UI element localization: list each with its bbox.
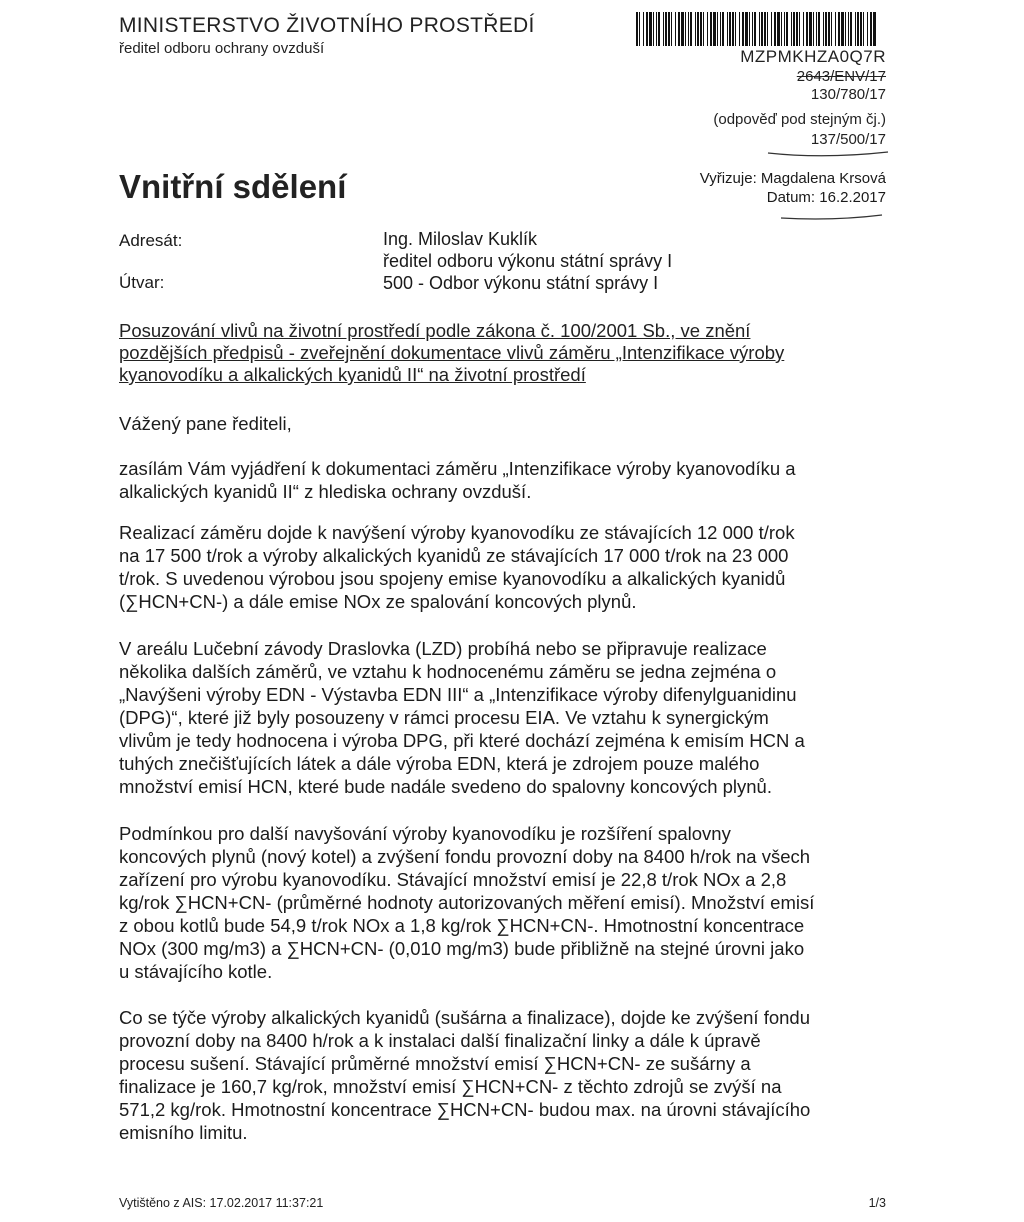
recipient-unit: 500 - Odbor výkonu státní správy I (383, 273, 659, 293)
reference-number: 130/780/17 (810, 86, 886, 103)
handled-by: Vyřizuje: Magdalena Krsová (699, 170, 886, 187)
text-line: několika dalších záměrů, ve vztahu k hodnocenému záměru se jedna zejména o (119, 661, 777, 682)
text-line: provozní doby na 8400 h/rok a k instalaci další finalizační linky a dále k úpravě (119, 1030, 761, 1051)
paragraph-3 (119, 637, 899, 798)
subject-line: Posuzování vlivů na životní prostředí podle zákona č. 100/2001 Sb., ve znění (119, 320, 751, 341)
text-line: zařízení pro výrobu kyanovodíku. Stávající množství emisí je 22,8 t/rok NOx a 2,8 (119, 869, 787, 890)
subject-line: kyanovodíku a alkalických kyanidů II“ na životní prostředí (119, 364, 586, 385)
text-line: tuhých znečišťujících látek a dále výroba EDN, která je zdrojem pouze malého (119, 753, 760, 774)
text-line: množství emisí HCN, které bude nadále svedeno do spalovny koncových plynů. (119, 776, 772, 797)
text-line: u stávajícího kotle. (119, 961, 273, 982)
handwritten-underline (764, 150, 894, 160)
text-line: alkalických kyanidů II“ z hlediska ochrany ovzduší. (119, 481, 532, 502)
page-number: 1/3 (868, 1196, 886, 1210)
text-line: na 17 500 t/rok a výroby alkalických kyanidů ze stávajících 17 000 t/rok na 23 000 (119, 545, 789, 566)
subject (119, 320, 879, 386)
text-line: Realizací záměru dojde k navýšení výroby kyanovodíku ze stávajících 12 000 t/rok (119, 522, 795, 543)
barcode (636, 12, 876, 46)
text-line: (∑HCN+CN-) a dále emise NOx ze spalování koncových plynů. (119, 591, 637, 612)
handwritten-stroke (778, 212, 888, 222)
print-timestamp: Vytištěno z AIS: 17.02.2017 11:37:21 (119, 1196, 324, 1210)
text-line: V areálu Lučební závody Draslovka (LZD) probíhá nebo se připravuje realizace (119, 638, 767, 659)
paragraph-5 (119, 1006, 899, 1144)
paragraph-4 (119, 822, 899, 983)
text-line: Co se týče výroby alkalických kyanidů (sušárna a finalizace), dojde ke zvýšení fondu (119, 1007, 811, 1028)
ministry-name: MINISTERSTVO ŽIVOTNÍHO PROSTŘEDÍ (119, 14, 535, 37)
text-line: zasílám Vám vyjádření k dokumentaci záměru „Intenzifikace výroby kyanovodíku a (119, 458, 796, 479)
reply-note: (odpověď pod stejným čj.) (713, 111, 886, 128)
text-line: „Navýšeni výroby EDN - Výstavba EDN III“ a „Intenzifikace výroby difenylguanidinu (119, 684, 797, 705)
text-line: emisního limitu. (119, 1122, 248, 1143)
recipient-name: Ing. Miloslav Kuklík (383, 229, 538, 249)
text-line: Podmínkou pro další navyšování výroby kyanovodíku je rozšíření spalovny (119, 823, 731, 844)
text-line: koncových plynů (nový kotel) a zvýšení fondu provozní doby na 8400 h/rok na všech (119, 846, 811, 867)
memo-date: Datum: 16.2.2017 (766, 189, 886, 206)
paragraph-1 (119, 457, 899, 503)
text-line: z obou kotlů bude 54,9 t/rok NOx a 1,8 kg/rok ∑HCN+CN-. Hmotnostní koncentrace (119, 915, 805, 936)
document-id: MZPMKHZA0Q7R (740, 47, 886, 66)
reference-crossed: 2643/ENV/17 (796, 68, 886, 85)
text-line: t/rok. S uvedenou výrobou jsou spojeny emise kyanovodíku a alkalických kyanidů (119, 568, 786, 589)
paragraph-2 (119, 521, 899, 613)
text-line: kg/rok ∑HCN+CN- (průměrné hodnoty autorizovaných měření emisí). Množství emisí (119, 892, 815, 913)
reference-number-2: 137/500/17 (810, 131, 886, 148)
text-line: 571,2 kg/rok. Hmotnostní koncentrace ∑HCN+CN- budou max. na úrovni stávajícího (119, 1099, 811, 1120)
memo-title: Vnitřní sdělení (119, 168, 347, 205)
text-line: finalizace je 160,7 kg/rok, množství emisí ∑HCN+CN- z těchto zdrojů se zvýší na (119, 1076, 782, 1097)
unit-label: Útvar: (119, 273, 165, 292)
subject-line: pozdějších předpisů - zveřejnění dokumentace vlivů záměru „Intenzifikace výroby (119, 342, 785, 363)
recipient-label: Adresát: (119, 231, 183, 250)
text-line: NOx (300 mg/m3) a ∑HCN+CN- (0,010 mg/m3) bude přibližně na stejné úrovni jako (119, 938, 805, 959)
recipient-role: ředitel odboru výkonu státní správy I (383, 251, 673, 271)
text-line: (DPG)“, které již byly posouzeny v rámci procesu EIA. Ve vztahu k synergickým (119, 707, 769, 728)
text-line: vlivům je tedy hodnocena i výroba DPG, při které dochází zejména k emisím HCN a (119, 730, 805, 751)
department-name: ředitel odboru ochrany ovzduší (119, 40, 325, 57)
salutation: Vážený pane řediteli, (119, 413, 292, 434)
text-line: procesu sušení. Stávající průměrné množství emisí ∑HCN+CN- ze sušárny a (119, 1053, 751, 1074)
